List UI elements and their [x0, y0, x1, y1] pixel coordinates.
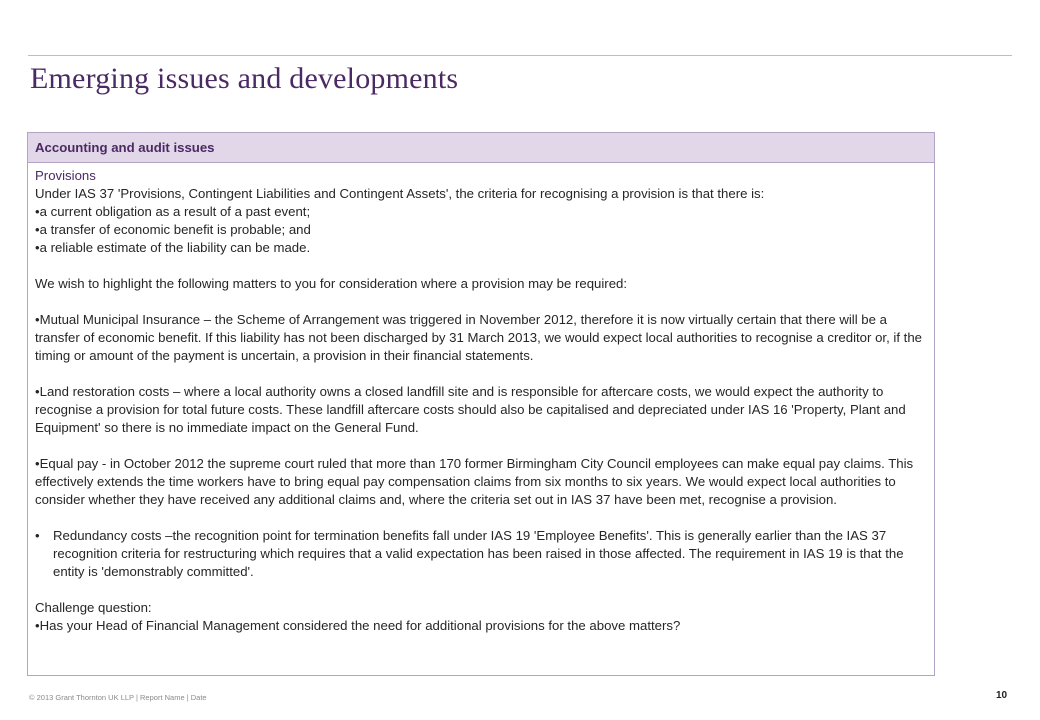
criteria-item: •a reliable estimate of the liability can be made. — [35, 240, 311, 255]
accounting-issues-panel — [27, 132, 935, 676]
matter-item-land-restoration: •Land restoration costs – where a local authority owns a closed landfill site and is responsible for aftercare costs, we would expect the authority to recognise a provision for total future costs. These landfill aftercare costs should also be capitalised and depreciated under IAS 16 'Property, Plant and Equipment' so there is no immediate impact on the General Fund. — [35, 384, 906, 435]
matter-item-mutual-municipal: •Mutual Municipal Insurance – the Scheme of Arrangement was triggered in November 2012, therefore it is now virtually certain that there will be a transfer of economic benefit. If this liability has not been discharged by 31 March 2013, we would expect local authorities to recognise a creditor or, if the timing or amount of the payment is uncertain, a provision in their financial statements. — [35, 312, 922, 363]
panel-body — [28, 163, 934, 635]
highlight-text: We wish to highlight the following matters to you for consideration where a provision may be required: — [35, 276, 628, 291]
challenge-label: Challenge question: — [35, 600, 152, 615]
challenge-question: •Has your Head of Financial Management considered the need for additional provisions for the above matters? — [35, 618, 681, 633]
panel-header: Accounting and audit issues — [28, 133, 934, 163]
footer-copyright: © 2013 Grant Thornton UK LLP | Report Name | Date — [29, 693, 207, 702]
page-title: Emerging issues and developments — [30, 62, 459, 95]
top-divider — [28, 55, 1012, 56]
redundancy-text: Redundancy costs –the recognition point for termination benefits fall under IAS 19 'Employee Benefits'. This is generally earlier than the IAS 37 recognition criteria for restructuring which requires that a valid expectation has been raised in those affected. The requirement in IAS 19 is that the entity is 'demonstrably committed'. — [53, 528, 904, 579]
criteria-item: •a transfer of economic benefit is probable; and — [35, 222, 311, 237]
bullet-icon: • — [35, 528, 40, 543]
criteria-item: •a current obligation as a result of a past event; — [35, 204, 311, 219]
page-number: 10 — [996, 690, 1008, 701]
matter-item-equal-pay: •Equal pay - in October 2012 the supreme court ruled that more than 170 former Birmingham City Council employees can make equal pay claims. This effectively extends the time workers have to bring equal pay compensation claims from six months to six years. We would expect local authorities to consider whether they have received any additional claims and, where the criteria set out in IAS 37 have been met, recognise a provision. — [35, 456, 914, 507]
provisions-heading: Provisions — [35, 168, 96, 183]
matter-item-redundancy — [35, 527, 926, 581]
ias37-intro: Under IAS 37 'Provisions, Contingent Liabilities and Contingent Assets', the criteria for recognising a provision is that there is: — [35, 186, 765, 201]
